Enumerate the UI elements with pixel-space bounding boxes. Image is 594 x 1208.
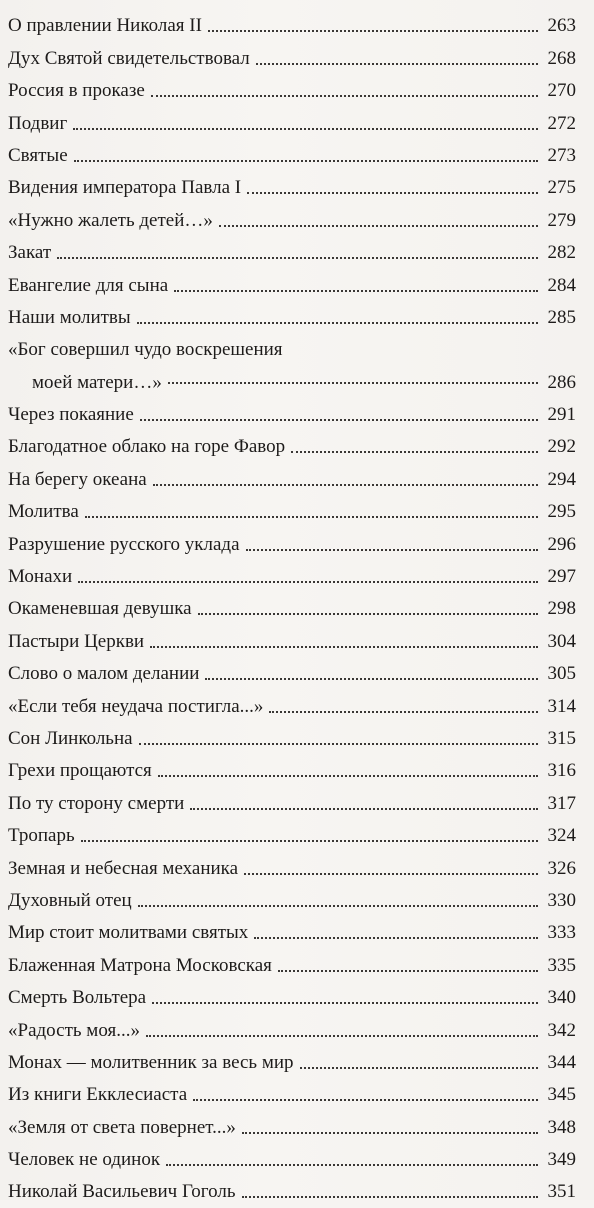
toc-entry — [8, 723, 576, 755]
toc-entry — [8, 755, 576, 787]
dot-leader — [137, 322, 538, 324]
toc-entry-title: «Если тебя неудача постигла...» — [8, 695, 264, 717]
toc-entry-title: Блаженная Матрона Московская — [8, 954, 272, 976]
toc-entry-title: На берегу океана — [8, 468, 147, 490]
toc-entry — [8, 140, 576, 172]
toc-entry-title: Разрушение русского уклада — [8, 533, 240, 555]
toc-entry-page: 284 — [547, 274, 576, 296]
toc-entry-title: Грехи прощаются — [8, 760, 152, 782]
toc-entry-page: 268 — [547, 47, 576, 69]
toc-entry-title: «Бог совершил чудо воскрешения — [8, 339, 283, 361]
toc-entry-page: 333 — [547, 922, 576, 944]
dot-leader — [158, 775, 538, 777]
dot-leader — [205, 678, 537, 680]
toc-entry-title: Подвиг — [8, 112, 68, 134]
toc-entry — [8, 528, 576, 560]
dot-leader — [85, 516, 538, 518]
toc-entry-title: Из книги Екклесиаста — [8, 1084, 188, 1106]
dot-leader — [269, 711, 537, 713]
table-of-contents — [8, 10, 576, 1208]
toc-entry-page: 286 — [547, 371, 576, 393]
toc-entry-page: 330 — [547, 889, 576, 911]
toc-entry-page: 275 — [547, 177, 576, 199]
toc-entry — [8, 658, 576, 690]
toc-entry — [8, 561, 576, 593]
toc-entry-title: Наши молитвы — [8, 306, 131, 328]
toc-entry-title: О правлении Николая II — [8, 15, 202, 37]
toc-entry — [8, 302, 576, 334]
toc-entry-page: 351 — [547, 1181, 576, 1203]
toc-entry-title: «Нужно жалеть детей…» — [8, 209, 213, 231]
toc-entry-title: Сон Линкольна — [8, 728, 133, 749]
toc-entry — [8, 690, 576, 722]
toc-entry — [8, 334, 576, 399]
toc-entry-page: 348 — [547, 1116, 576, 1138]
toc-entry-title: Благодатное облако на горе Фавор — [8, 436, 286, 458]
toc-entry — [8, 107, 576, 139]
toc-entry-title: Слово о малом делании — [8, 663, 200, 685]
toc-entry — [8, 1176, 576, 1208]
toc-entry-title: Святые — [8, 144, 68, 166]
dot-leader — [153, 484, 538, 486]
toc-entry-page: 342 — [547, 1019, 576, 1041]
toc-entry — [8, 625, 576, 657]
dot-leader — [278, 970, 538, 972]
toc-entry-title: Смерть Вольтера — [8, 987, 147, 1009]
toc-entry — [8, 10, 576, 42]
toc-entry-page: 317 — [547, 792, 576, 814]
toc-entry — [8, 852, 576, 884]
dot-leader — [146, 1035, 538, 1037]
toc-entry-page: 273 — [547, 144, 576, 166]
dot-leader — [81, 840, 538, 842]
toc-entry — [8, 463, 576, 495]
toc-entry-page: 294 — [547, 468, 576, 490]
dot-leader — [244, 873, 537, 875]
toc-entry-page: 292 — [547, 436, 576, 458]
toc-entry — [8, 75, 576, 107]
dot-leader — [219, 225, 538, 227]
dot-leader — [139, 743, 538, 745]
toc-entry-title: Молитва — [8, 501, 79, 523]
toc-entry — [8, 1079, 576, 1111]
toc-entry — [8, 1047, 576, 1079]
toc-entry — [8, 496, 576, 528]
toc-entry-title: Евангелие для сына — [8, 274, 169, 296]
dot-leader — [242, 1132, 538, 1134]
toc-entry-page: 305 — [547, 663, 576, 685]
toc-entry-page: 285 — [547, 306, 576, 328]
toc-entry-title: Окаменевшая девушка — [8, 598, 192, 620]
dot-leader — [140, 419, 538, 421]
toc-entry-title: Николай Васильевич Гоголь — [8, 1181, 236, 1203]
dot-leader — [208, 30, 538, 32]
toc-entry-title: «Земля от света повернет...» — [8, 1116, 236, 1138]
toc-entry-title: Монахи — [8, 566, 73, 588]
toc-entry-page: 324 — [547, 825, 576, 847]
dot-leader — [166, 1164, 537, 1166]
toc-entry — [8, 1144, 576, 1176]
dot-leader — [74, 160, 538, 162]
dot-leader — [198, 613, 538, 615]
toc-entry-page: 326 — [547, 857, 576, 879]
toc-entry-page: 296 — [547, 533, 576, 555]
toc-entry-title: Мир стоит молитвами святых — [8, 922, 249, 944]
toc-entry-page: 304 — [547, 630, 576, 652]
dot-leader — [152, 1002, 537, 1004]
dot-leader — [242, 1196, 538, 1198]
toc-entry-title: Россия в проказе — [8, 80, 145, 102]
toc-entry — [8, 269, 576, 301]
toc-entry — [8, 399, 576, 431]
toc-entry-page: 291 — [547, 404, 576, 426]
toc-entry-page: 340 — [547, 987, 576, 1009]
dot-leader — [168, 382, 538, 384]
toc-entry-title-continued: моей матери…» — [32, 371, 162, 393]
dot-leader — [73, 128, 537, 130]
toc-entry — [8, 431, 576, 463]
toc-entry — [8, 204, 576, 236]
toc-entry-page: 272 — [547, 112, 576, 134]
toc-entry-page: 349 — [547, 1149, 576, 1171]
toc-entry-page: 314 — [547, 695, 576, 717]
toc-entry — [8, 917, 576, 949]
toc-entry-page: 295 — [547, 501, 576, 523]
dot-leader — [246, 549, 538, 551]
toc-entry-page: 282 — [547, 242, 576, 264]
toc-entry — [8, 787, 576, 819]
dot-leader — [247, 192, 537, 194]
toc-entry-page: 298 — [547, 598, 576, 620]
toc-entry-page: 279 — [547, 209, 576, 231]
toc-entry-page: 344 — [547, 1051, 576, 1073]
dot-leader — [150, 646, 537, 648]
toc-entry — [8, 982, 576, 1014]
dot-leader — [151, 95, 538, 97]
toc-entry — [8, 1014, 576, 1046]
toc-entry-title: Земная и небесная механика — [8, 857, 239, 879]
toc-entry-title: Закат — [8, 242, 52, 264]
toc-entry-title: Через покаяние — [8, 404, 134, 426]
toc-entry-title: Человек не одинок — [8, 1149, 161, 1171]
toc-entry — [8, 949, 576, 981]
dot-leader — [256, 63, 538, 65]
toc-entry-page: 315 — [547, 728, 576, 749]
toc-entry-continuation — [8, 366, 576, 398]
toc-entry — [8, 172, 576, 204]
dot-leader — [193, 1099, 537, 1101]
toc-entry-title: Духовный отец — [8, 889, 132, 911]
dot-leader — [254, 937, 537, 939]
toc-entry-page: 263 — [547, 15, 576, 37]
toc-entry-title: По ту сторону смерти — [8, 792, 185, 814]
toc-entry-page: 297 — [547, 566, 576, 588]
toc-entry-title: Пастыри Церкви — [8, 630, 145, 652]
toc-entry — [8, 1111, 576, 1143]
toc-entry-page: 270 — [547, 80, 576, 102]
dot-leader — [138, 905, 538, 907]
toc-entry-title: Видения императора Павла I — [8, 177, 242, 199]
dot-leader — [78, 581, 537, 583]
toc-entry-title: Тропарь — [8, 825, 75, 847]
toc-entry — [8, 593, 576, 625]
dot-leader — [291, 451, 537, 453]
dot-leader — [300, 1067, 538, 1069]
toc-entry — [8, 820, 576, 852]
toc-entry-title: «Радость моя...» — [8, 1019, 140, 1041]
toc-entry — [8, 42, 576, 74]
toc-entry-title: Дух Святой свидетельствовал — [8, 47, 250, 69]
dot-leader — [190, 808, 537, 810]
toc-entry-title: Монах — молитвенник за весь мир — [8, 1051, 294, 1073]
toc-entry — [8, 885, 576, 917]
dot-leader — [57, 257, 537, 259]
toc-entry-page: 345 — [547, 1084, 576, 1106]
toc-entry — [8, 237, 576, 269]
toc-entry-page: 335 — [547, 954, 576, 976]
dot-leader — [174, 290, 537, 292]
toc-entry-page: 316 — [547, 760, 576, 782]
